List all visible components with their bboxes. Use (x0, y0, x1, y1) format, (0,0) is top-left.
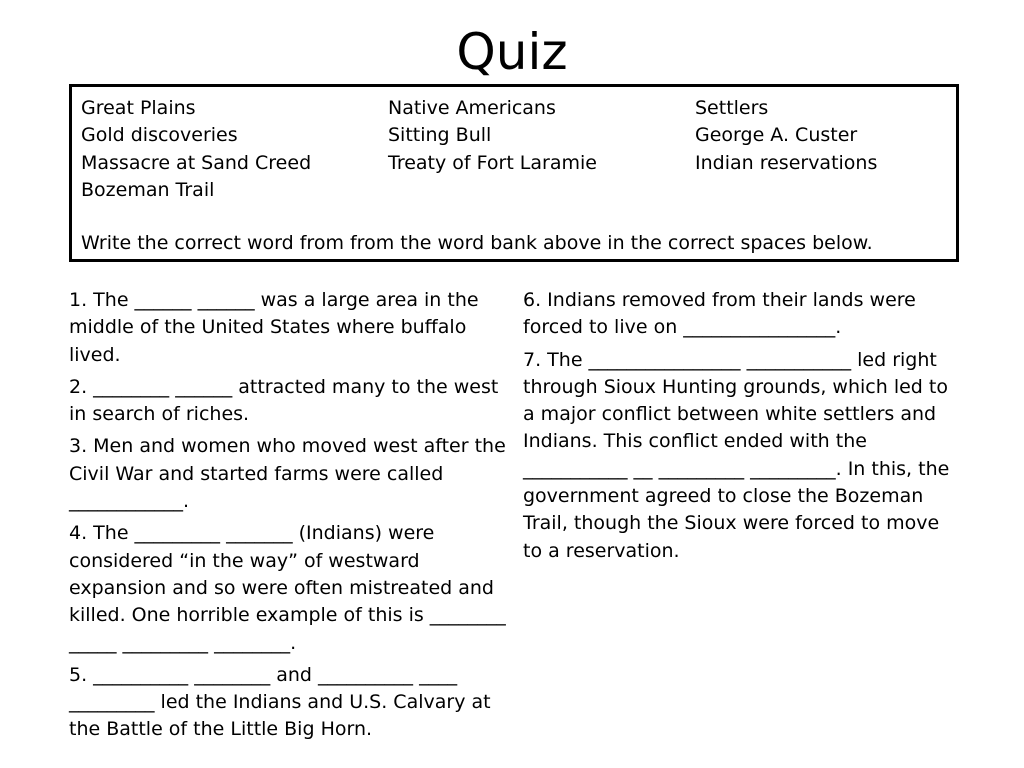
questions-left-column (69, 287, 509, 749)
word-bank-term: Treaty of Fort Laramie (388, 151, 597, 174)
page-title: Quiz (456, 23, 568, 81)
question-3: 3. Men and women who moved west after the Civil War and started farms were called ____________. (69, 435, 506, 513)
questions-right-column (523, 287, 958, 570)
question-7: 7. The ________________ ___________ led right through Sioux Hunting grounds, which led to a major conflict between white settlers and Indians. This conflict ended with the ___________ __ _________ _________. In this, the government agreed to close the Bozeman Trail, though the Sioux were forced to move to a reservation. (523, 348, 950, 562)
word-bank-term: George A. Custer (695, 124, 858, 147)
question-5: 5. __________ ________ and __________ ____ _________ led the Indians and U.S. Calvary at the Battle of the Little Big Horn. (69, 663, 491, 741)
word-bank-column-2 (388, 95, 597, 177)
question-1: 1. The ______ ______ was a large area in the middle of the United States where buffalo lived. (69, 289, 479, 366)
word-bank-term: Great Plains (81, 97, 196, 119)
word-bank-term: Sitting Bull (388, 124, 492, 147)
word-bank-column-3 (695, 95, 877, 177)
question-6: 6. Indians removed from their lands were forced to live on ________________. (523, 289, 916, 339)
word-bank-box (69, 84, 959, 262)
question-4: 4. The _________ _______ (Indians) were considered “in the way” of westward expansion and so were often mistreated and killed. One horrible example of this is ________ _____ _________ ________. (69, 522, 506, 654)
word-bank-term: Bozeman Trail (81, 178, 215, 201)
word-bank-column-1 (81, 95, 311, 204)
word-bank-term: Massacre at Sand Creed (81, 151, 312, 174)
word-bank-term: Gold discoveries (81, 124, 238, 147)
question-2: 2. ________ ______ attracted many to the west in search of riches. (69, 375, 499, 426)
word-bank-term: Native Americans (388, 97, 556, 119)
word-bank-term: Indian reservations (695, 151, 878, 174)
word-bank-term: Settlers (695, 97, 769, 119)
instruction-text: Write the correct word from from the word bank above in the correct spaces below. (81, 232, 873, 254)
